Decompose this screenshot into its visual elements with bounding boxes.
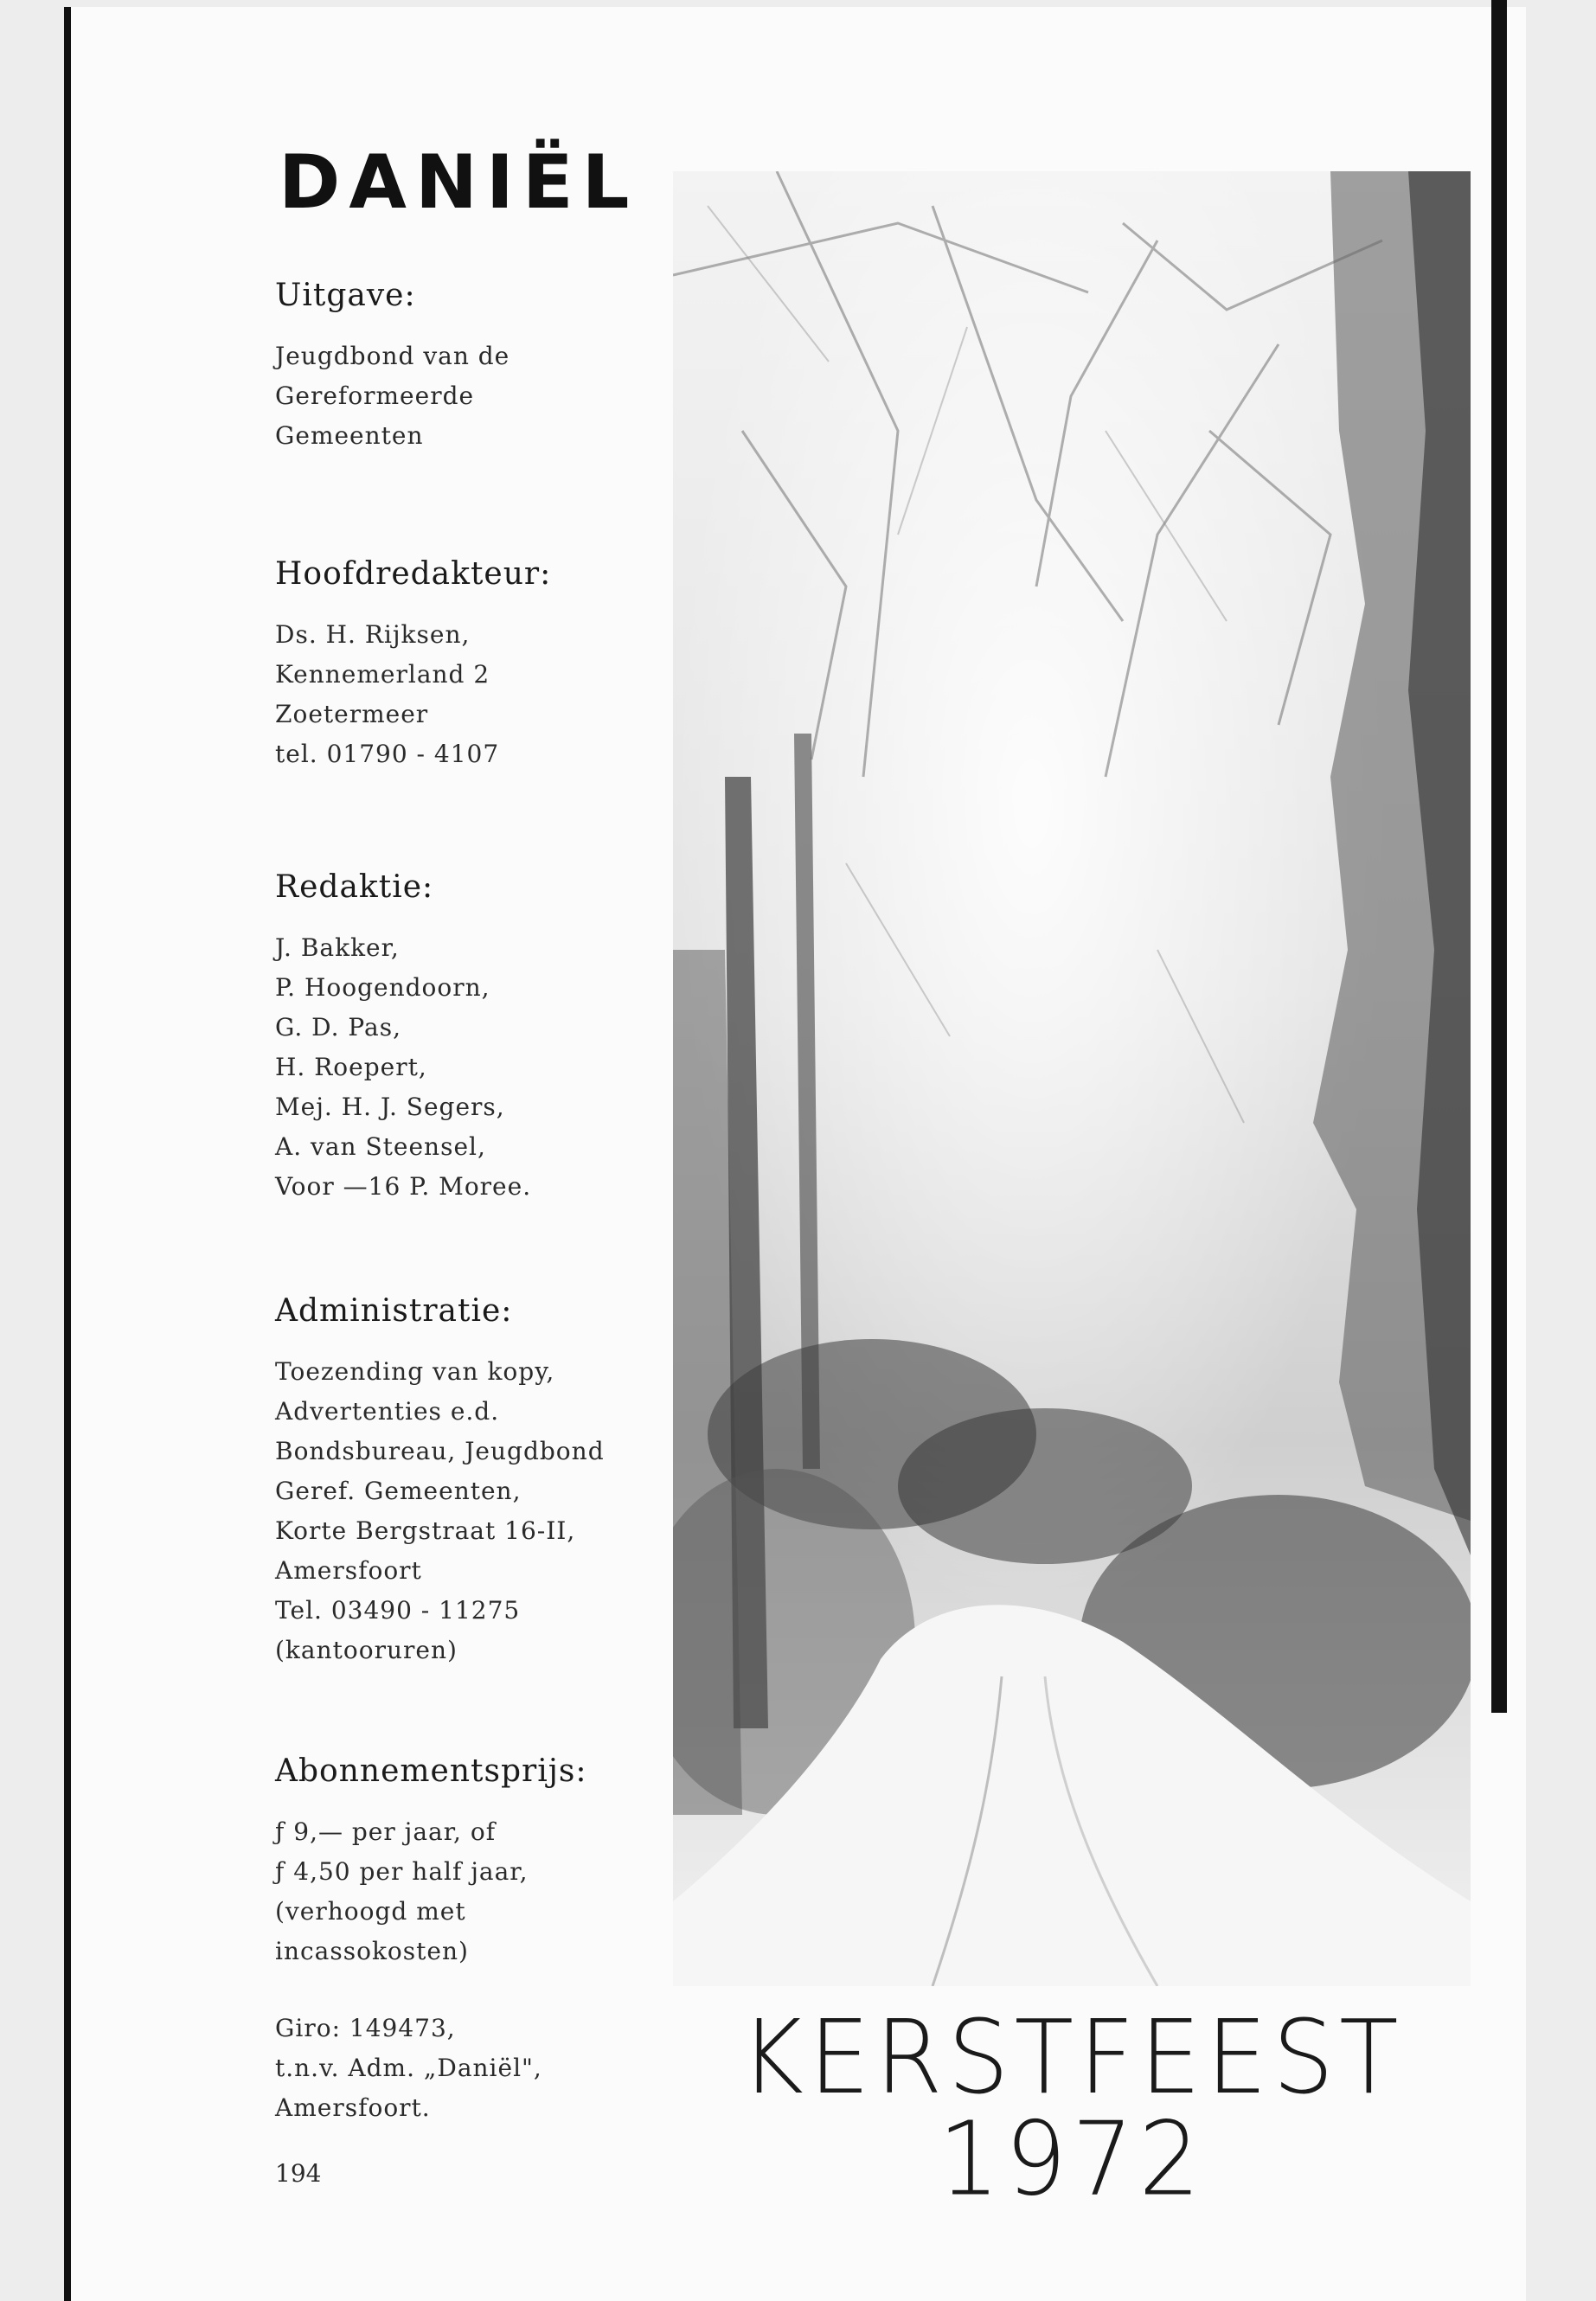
text-line: Ds. H. Rijksen,: [275, 620, 471, 650]
magazine-title: DANIËL: [279, 139, 638, 226]
section-heading: Redaktie:: [275, 869, 434, 905]
right-border-rule: [1491, 0, 1507, 1713]
text-line: (verhoogd met: [275, 1897, 466, 1926]
section-hoofdredakteur: [275, 555, 551, 774]
page-number: 194: [275, 2159, 322, 2188]
text-line: Geref. Gemeenten,: [275, 1477, 522, 1506]
snowy-forest-photo: [673, 171, 1471, 1986]
text-line: Korte Bergstraat 16-II,: [275, 1516, 576, 1546]
section-administratie: [275, 1292, 605, 1670]
text-line: Zoetermeer: [275, 700, 429, 729]
text-line: Toezending van kopy,: [275, 1357, 555, 1387]
text-line: Gereformeerde: [275, 381, 475, 411]
section-heading: Uitgave:: [275, 278, 416, 313]
text-line: Amersfoort: [275, 1556, 422, 1586]
photo-caption: KERSTFEEST 1972: [740, 1998, 1404, 2220]
text-line: ƒ 4,50 per half jaar,: [275, 1857, 529, 1887]
giro-block: [275, 2009, 542, 2128]
text-line: J. Bakker,: [275, 933, 400, 963]
text-line: ƒ 9,— per jaar, of: [275, 1817, 497, 1847]
text-line: (kantooruren): [275, 1636, 458, 1665]
text-line: G. D. Pas,: [275, 1013, 401, 1042]
text-line: H. Roepert,: [275, 1053, 427, 1082]
text-line: tel. 01790 - 4107: [275, 740, 500, 769]
text-line: Gemeenten: [275, 421, 424, 451]
section-heading: Administratie:: [275, 1293, 513, 1329]
section-heading: Abonnementsprijs:: [275, 1753, 587, 1789]
text-line: Giro: 149473,: [275, 2014, 456, 2042]
section-abonnementsprijs: [275, 1753, 587, 1971]
section-redaktie: [275, 868, 531, 1207]
text-line: incassokosten): [275, 1937, 469, 1966]
text-line: Voor —16 P. Moree.: [275, 1172, 532, 1202]
text-line: Bondsbureau, Jeugdbond: [275, 1437, 605, 1466]
text-line: t.n.v. Adm. „Daniël",: [275, 2054, 542, 2082]
text-line: A. van Steensel,: [275, 1132, 486, 1162]
text-line: Mej. H. J. Segers,: [275, 1093, 505, 1122]
text-line: P. Hoogendoorn,: [275, 973, 490, 1003]
text-line: Tel. 03490 - 11275: [275, 1596, 521, 1625]
text-line: Advertenties e.d.: [275, 1397, 500, 1426]
text-line: Jeugdbond van de: [275, 342, 510, 371]
text-line: Kennemerland 2: [275, 660, 490, 689]
section-heading: Hoofdredakteur:: [275, 556, 552, 592]
text-line: Amersfoort.: [275, 2093, 431, 2122]
section-uitgave: [275, 277, 510, 456]
